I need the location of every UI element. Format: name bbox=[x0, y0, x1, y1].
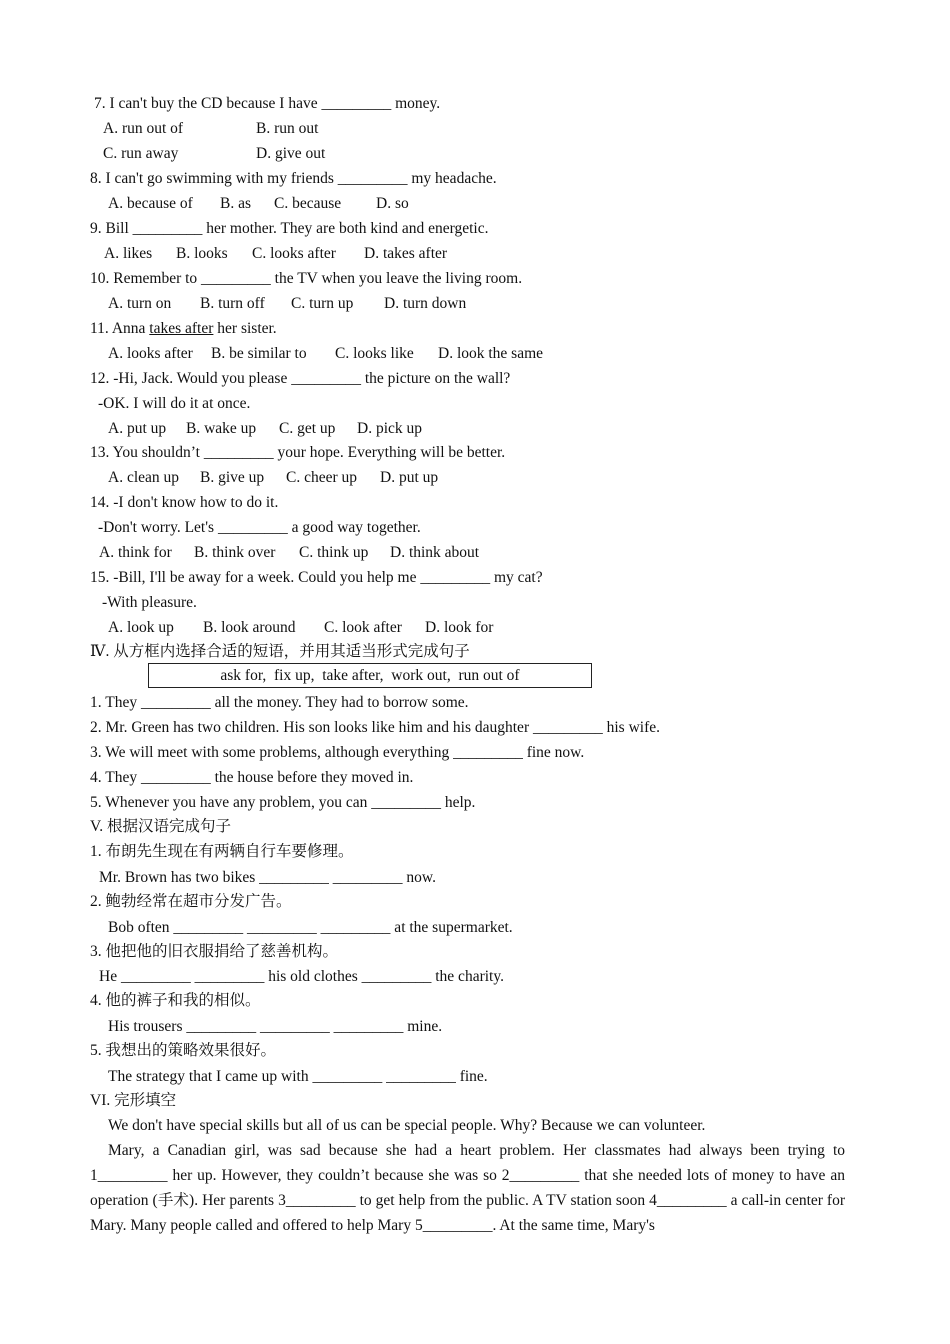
question-10-option-b: B. turn off bbox=[200, 295, 265, 312]
cloze-paragraph-1: We don't have special skills but all of us can be special people. Why? Because we can volunteer. bbox=[108, 1117, 706, 1134]
section-4-item-5: 5. Whenever you have any problem, you can _________ help. bbox=[90, 794, 476, 811]
question-12-option-a: A. put up bbox=[108, 420, 167, 437]
question-15-option-d: D. look for bbox=[425, 619, 494, 636]
question-9-option-b: B. looks bbox=[176, 245, 228, 262]
section-5-item-1-chinese: 1. 布朗先生现在有两辆自行车要修理。 bbox=[90, 843, 354, 860]
question-12-option-d: D. pick up bbox=[357, 420, 423, 437]
question-11-stem bbox=[90, 319, 277, 339]
question-12-option-b: B. wake up bbox=[186, 420, 257, 437]
question-8-option-b: B. as bbox=[220, 195, 251, 212]
question-10-option-a: A. turn on bbox=[108, 295, 172, 312]
question-14-option-c: C. think up bbox=[299, 544, 369, 561]
question-15-option-b: B. look around bbox=[203, 619, 296, 636]
section-5-item-2-chinese: 2. 鲍勃经常在超市分发广告。 bbox=[90, 893, 292, 910]
section-5-item-4-chinese: 4. 他的裤子和我的相似。 bbox=[90, 992, 261, 1009]
question-14-reply: -Don't worry. Let's _________ a good way together. bbox=[98, 519, 421, 536]
question-15-stem: 15. -Bill, I'll be away for a week. Could you help me _________ my cat? bbox=[90, 569, 543, 586]
question-8-option-c: C. because bbox=[274, 195, 342, 212]
section-4-item-3: 3. We will meet with some problems, although everything _________ fine now. bbox=[90, 744, 585, 761]
question-7-option-d: D. give out bbox=[256, 145, 326, 162]
question-8-option-d: D. so bbox=[376, 195, 409, 212]
question-13-option-d: D. put up bbox=[380, 469, 439, 486]
question-10-option-d: D. turn down bbox=[384, 295, 467, 312]
question-13-stem: 13. You shouldn’t _________ your hope. Everything will be better. bbox=[90, 444, 506, 461]
section-5-item-1-english: Mr. Brown has two bikes _________ _________ now. bbox=[99, 869, 436, 886]
section-4-heading: Ⅳ. 从方框内选择合适的短语，并用其适当形式完成句子 bbox=[90, 643, 470, 660]
question-11-underlined-phrase: takes after bbox=[149, 320, 214, 337]
question-7-stem: 7. I can't buy the CD because I have _________ money. bbox=[94, 95, 441, 112]
question-11-option-d: D. look the same bbox=[438, 345, 544, 362]
question-12-stem: 12. -Hi, Jack. Would you please _________ the picture on the wall? bbox=[90, 370, 511, 387]
question-7-option-a: A. run out of bbox=[103, 120, 184, 137]
question-9-option-a: A. likes bbox=[104, 245, 153, 262]
question-15-option-a: A. look up bbox=[108, 619, 174, 636]
section-4-item-4: 4. They _________ the house before they moved in. bbox=[90, 769, 414, 786]
question-9-stem: 9. Bill _________ her mother. They are both kind and energetic. bbox=[90, 220, 489, 237]
section-4-item-1: 1. They _________ all the money. They had to borrow some. bbox=[90, 694, 469, 711]
question-11-stem-post: her sister. bbox=[213, 320, 277, 337]
question-14-option-d: D. think about bbox=[390, 544, 480, 561]
question-9-option-d: D. takes after bbox=[364, 245, 448, 262]
question-11-option-b: B. be similar to bbox=[211, 345, 307, 362]
section-5-item-5-english: The strategy that I came up with _________ _________ fine. bbox=[108, 1068, 488, 1085]
question-14-option-a: A. think for bbox=[99, 544, 172, 561]
section-5-item-4-english: His trousers _________ _________ _________ mine. bbox=[108, 1018, 443, 1035]
section-5-heading: V. 根据汉语完成句子 bbox=[90, 818, 231, 835]
question-8-option-a: A. because of bbox=[108, 195, 193, 212]
question-12-reply: -OK. I will do it at once. bbox=[98, 395, 251, 412]
phrase-box bbox=[148, 663, 592, 688]
section-5-item-2-english: Bob often _________ _________ _________ at the supermarket. bbox=[108, 919, 513, 936]
question-15-reply: -With pleasure. bbox=[102, 594, 197, 611]
question-14-option-b: B. think over bbox=[194, 544, 276, 561]
question-10-option-c: C. turn up bbox=[291, 295, 354, 312]
question-13-option-a: A. clean up bbox=[108, 469, 180, 486]
question-7-option-c: C. run away bbox=[103, 145, 179, 162]
question-11-option-a: A. looks after bbox=[108, 345, 193, 362]
phrase-box-text: ask for, fix up, take after, work out, run out of bbox=[220, 667, 520, 684]
section-5-item-3-chinese: 3. 他把他的旧衣服捐给了慈善机构。 bbox=[90, 943, 339, 960]
question-8-stem: 8. I can't go swimming with my friends _________ my headache. bbox=[90, 170, 497, 187]
question-12-option-c: C. get up bbox=[279, 420, 336, 437]
section-5-item-5-chinese: 5. 我想出的策略效果很好。 bbox=[90, 1042, 277, 1059]
section-6-heading: VI. 完形填空 bbox=[90, 1092, 177, 1109]
question-11-stem-pre: 11. Anna bbox=[90, 320, 150, 337]
question-15-option-c: C. look after bbox=[324, 619, 402, 636]
cloze-paragraph-2: Mary, a Canadian girl, was sad because she had a heart problem. Her classmates had always been trying to 1_________ her up. However, they couldn’t because she was so 2_________ that she needed lots of money to have an operation (手术). Her parents 3_________ to get help from the public. A TV station soon 4_________ a call-in center for Mary. Many people called and offered to help Mary 5_________. At the same time, Mary's bbox=[90, 1142, 845, 1234]
question-11-option-c: C. looks like bbox=[335, 345, 414, 362]
question-7-option-b: B. run out bbox=[256, 120, 319, 137]
question-13-option-c: C. cheer up bbox=[286, 469, 358, 486]
question-10-stem: 10. Remember to _________ the TV when you leave the living room. bbox=[90, 270, 523, 287]
question-14-stem: 14. -I don't know how to do it. bbox=[90, 494, 279, 511]
section-4-item-2: 2. Mr. Green has two children. His son looks like him and his daughter _________ his wife. bbox=[90, 719, 660, 736]
question-9-option-c: C. looks after bbox=[252, 245, 336, 262]
question-13-option-b: B. give up bbox=[200, 469, 265, 486]
section-5-item-3-english: He _________ _________ his old clothes _________ the charity. bbox=[99, 968, 504, 985]
